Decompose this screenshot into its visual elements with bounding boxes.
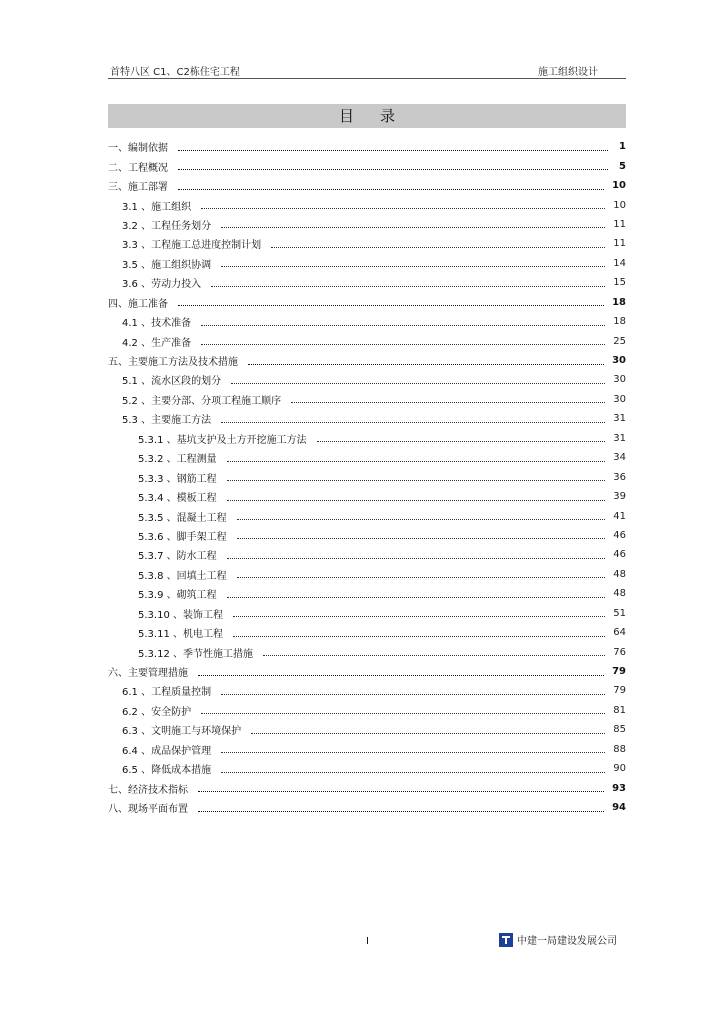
dot-leader (227, 480, 606, 481)
toc-entry-page: 5 (619, 160, 626, 172)
toc-entry-page: 10 (613, 199, 626, 211)
toc-entry[interactable] (108, 681, 626, 700)
toc-entry-page: 1 (619, 141, 626, 153)
dot-leader (198, 675, 604, 676)
dot-leader (237, 538, 606, 539)
toc-entry[interactable] (108, 429, 626, 448)
toc-entry[interactable] (108, 137, 626, 156)
dot-leader (248, 364, 604, 365)
toc-entry-label: 6.1 、工程质量控制 (122, 687, 212, 699)
toc-entry-page: 18 (613, 316, 626, 328)
toc-entry[interactable] (108, 370, 626, 389)
toc-entry-label: 5.3.10 、装饰工程 (138, 609, 223, 621)
toc-entry-page: 46 (613, 549, 626, 561)
toc-entry-page: 93 (612, 782, 626, 794)
toc-entry-label: 3.1 、施工组织 (122, 201, 192, 213)
toc-entry[interactable] (108, 584, 626, 603)
toc-entry-label: 5.2 、主要分部、分项工程施工顺序 (122, 395, 282, 407)
table-of-contents (108, 137, 626, 817)
toc-entry-label: 5.1 、流水区段的划分 (122, 376, 222, 388)
dot-leader (221, 227, 605, 228)
dot-leader (221, 422, 605, 423)
toc-entry[interactable] (108, 156, 626, 175)
toc-entry-page: 31 (613, 432, 626, 444)
toc-entry[interactable] (108, 467, 626, 486)
dot-leader (221, 266, 605, 267)
toc-entry-page: 94 (612, 802, 626, 814)
toc-entry-label: 3.3 、工程施工总进度控制计划 (122, 240, 262, 252)
dot-leader (233, 636, 605, 637)
toc-entry-label: 4.2 、生产准备 (122, 337, 192, 349)
toc-entry-page: 64 (613, 627, 626, 639)
toc-entry-label: 5.3.3 、钢筋工程 (138, 473, 217, 485)
toc-entry[interactable] (108, 740, 626, 759)
toc-entry-label: 一、编制依据 (108, 143, 168, 155)
toc-entry-page: 48 (613, 568, 626, 580)
toc-entry[interactable] (108, 545, 626, 564)
toc-entry-page: 51 (613, 607, 626, 619)
toc-entry[interactable] (108, 273, 626, 292)
dot-leader (198, 791, 604, 792)
company-footer (499, 932, 617, 947)
toc-title: 目录 (108, 104, 626, 128)
dot-leader (227, 597, 606, 598)
dot-leader (237, 577, 606, 578)
toc-entry[interactable] (108, 176, 626, 195)
toc-entry-page: 39 (613, 491, 626, 503)
dot-leader (317, 441, 606, 442)
toc-entry[interactable] (108, 701, 626, 720)
toc-entry-label: 八、现场平面布置 (108, 804, 188, 816)
dot-leader (237, 519, 606, 520)
toc-entry-label: 七、经济技术指标 (108, 784, 188, 796)
toc-entry-page: 31 (613, 413, 626, 425)
toc-entry[interactable] (108, 604, 626, 623)
toc-entry-page: 11 (613, 218, 626, 230)
toc-entry-label: 5.3.4 、模板工程 (138, 493, 217, 505)
toc-entry-page: 79 (613, 685, 626, 697)
toc-entry-page: 18 (612, 296, 626, 308)
toc-entry-page: 11 (613, 238, 626, 250)
toc-entry-page: 81 (613, 704, 626, 716)
toc-entry-label: 5.3 、主要施工方法 (122, 415, 212, 427)
toc-entry-label: 3.2 、工程任务划分 (122, 220, 212, 232)
toc-entry-label: 5.3.9 、砌筑工程 (138, 590, 217, 602)
toc-entry[interactable] (108, 351, 626, 370)
dot-leader (231, 383, 605, 384)
dot-leader (201, 208, 605, 209)
toc-entry-label: 5.3.2 、工程测量 (138, 454, 217, 466)
dot-leader (221, 772, 605, 773)
toc-entry-label: 5.3.11 、机电工程 (138, 629, 223, 641)
toc-entry-label: 二、工程概况 (108, 162, 168, 174)
toc-entry[interactable] (108, 623, 626, 642)
toc-entry-page: 41 (613, 510, 626, 522)
toc-entry[interactable] (108, 215, 626, 234)
dot-leader (178, 189, 604, 190)
dot-leader (201, 325, 605, 326)
toc-entry-page: 88 (613, 743, 626, 755)
toc-entry-page: 30 (613, 374, 626, 386)
toc-entry-label: 5.3.7 、防水工程 (138, 551, 217, 563)
document-type: 施工组织设计 (538, 67, 598, 78)
dot-leader (291, 402, 605, 403)
toc-entry-label: 4.1 、技术准备 (122, 318, 192, 330)
toc-entry-page: 79 (612, 666, 626, 678)
dot-leader (178, 150, 608, 151)
toc-entry-page: 15 (613, 277, 626, 289)
dot-leader (198, 811, 604, 812)
toc-entry-label: 5.3.12 、季节性施工措施 (138, 648, 253, 660)
dot-leader (178, 305, 604, 306)
toc-entry-label: 5.3.6 、脚手架工程 (138, 531, 227, 543)
toc-entry-label: 三、施工部署 (108, 182, 168, 194)
dot-leader (178, 169, 608, 170)
toc-entry[interactable] (108, 565, 626, 584)
dot-leader (201, 344, 605, 345)
toc-entry-label: 五、主要施工方法及技术措施 (108, 357, 238, 369)
toc-entry[interactable] (108, 798, 626, 817)
toc-entry-page: 30 (613, 393, 626, 405)
toc-entry[interactable] (108, 778, 626, 797)
toc-entry[interactable] (108, 662, 626, 681)
toc-entry-label: 6.5 、降低成本措施 (122, 765, 212, 777)
dot-leader (271, 247, 605, 248)
toc-entry-label: 6.4 、成品保护管理 (122, 745, 212, 757)
toc-entry-page: 34 (613, 452, 626, 464)
toc-entry-label: 5.3.5 、混凝土工程 (138, 512, 227, 524)
toc-entry[interactable] (108, 487, 626, 506)
toc-entry-page: 30 (612, 355, 626, 367)
dot-leader (227, 558, 606, 559)
toc-entry[interactable] (108, 254, 626, 273)
toc-entry[interactable] (108, 409, 626, 428)
toc-entry-page: 48 (613, 588, 626, 600)
toc-entry[interactable] (108, 390, 626, 409)
toc-entry-page: 14 (613, 257, 626, 269)
project-name: 首特八区 C1、C2栋住宅工程 (110, 67, 240, 78)
toc-entry[interactable] (108, 293, 626, 312)
toc-entry[interactable] (108, 720, 626, 739)
toc-entry[interactable] (108, 234, 626, 253)
toc-entry[interactable] (108, 195, 626, 214)
toc-entry[interactable] (108, 642, 626, 661)
toc-entry-label: 四、施工准备 (108, 298, 168, 310)
toc-entry-page: 76 (613, 646, 626, 658)
toc-entry-label: 3.6 、劳动力投入 (122, 279, 202, 291)
toc-entry-label: 5.3.8 、回填土工程 (138, 570, 227, 582)
dot-leader (233, 616, 605, 617)
toc-entry[interactable] (108, 331, 626, 350)
toc-entry[interactable] (108, 526, 626, 545)
toc-entry-label: 6.2 、安全防护 (122, 706, 192, 718)
dot-leader (251, 733, 605, 734)
toc-entry-label: 六、主要管理措施 (108, 668, 188, 680)
toc-entry[interactable] (108, 448, 626, 467)
dot-leader (227, 461, 606, 462)
dot-leader (263, 655, 605, 656)
toc-entry-page: 36 (613, 471, 626, 483)
dot-leader (211, 286, 605, 287)
toc-entry-label: 5.3.1 、基坑支护及土方开挖施工方法 (138, 434, 307, 446)
dot-leader (201, 713, 605, 714)
company-name: 中建一局建设发展公司 (517, 936, 617, 947)
toc-entry-page: 25 (613, 335, 626, 347)
toc-entry-page: 46 (613, 529, 626, 541)
toc-entry[interactable] (108, 506, 626, 525)
toc-entry[interactable] (108, 312, 626, 331)
dot-leader (221, 752, 605, 753)
toc-entry-page: 10 (612, 180, 626, 192)
toc-entry-label: 3.5 、施工组织协调 (122, 259, 212, 271)
dot-leader (221, 694, 605, 695)
page-header (108, 60, 626, 79)
toc-entry-label: 6.3 、文明施工与环境保护 (122, 726, 242, 738)
toc-entry-page: 90 (613, 763, 626, 775)
toc-entry-page: 85 (613, 724, 626, 736)
page-number: I (366, 936, 369, 947)
dot-leader (227, 500, 606, 501)
company-logo-icon (499, 933, 513, 947)
toc-entry[interactable] (108, 759, 626, 778)
